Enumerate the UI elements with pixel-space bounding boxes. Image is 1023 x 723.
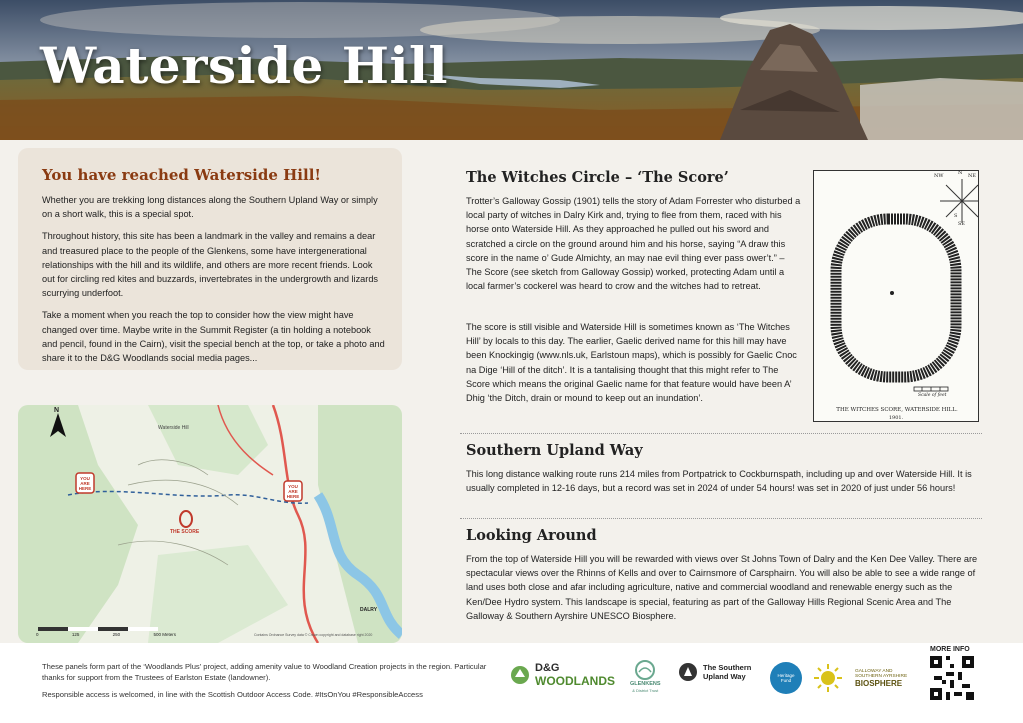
witches-paragraph-1: Trotter’s Galloway Gossip (1901) tells the story of Adam Forrester who disturbed a local party of witches in Dalry Kirk and, trying to flee from them, raced with his horse onto Waterside Hill. As they approached he pulled out his sword and scratched a circle on the ground around him and his horse, saying “A draw this score in the name o’ Gude Almichty, an may nae evil thing ever pass ower’t.” – The Score (see sketch from Galloway Gossip) worked, protecting Adam until a local farmer’s cockerel was heard to crow and the witches had to retreat. [466,196,801,292]
map-north-label: N [54,407,60,414]
section-divider [460,433,982,434]
page-title: Waterside Hill [40,36,449,95]
map-score-label: THE SCORE [170,529,200,535]
map-marker-label: YOU ARE HERE [78,476,92,491]
sketch-year: 1901. [888,415,904,421]
section-divider [460,518,982,519]
thistle-icon [678,662,698,682]
sketch-caption: THE WITCHES SCORE, WATERSIDE HILL. [836,407,958,413]
glenkens-icon [633,660,657,680]
intro-panel [18,148,402,370]
map-dalry-label: DALRY [360,607,378,613]
looking-heading: Looking Around [466,527,597,544]
looking-section [466,527,986,623]
upland-paragraph: This long distance walking route runs 214 miles from Portpatrick to Cockburnspath, including up and over Waterside Hill. It is usually completed in 12-16 days, but a record was set in 2024 of under 54 hours! was set in 2020 of just under 56 hours! [466,469,972,494]
intro-paragraph-2: Throughout history, this site has been a landmark in the valley and remains a dear and treasured place to the people of the Glenkens, some have intergenerational relationships with the hill and its wildlife, and others are more recent friends. Look out for circling red kites and buzzards, invertebrates in the undergrowth and lizards scurrying underfoot. [42,231,379,299]
footer-access-note: Responsible access is welcomed, in line with the Scottish Outdoor Access Code. #ItsOnYou #ResponsibleAccess [42,690,423,699]
witches-heading: The Witches Circle – ‘The Score’ [466,169,729,186]
map-credit: Contains Ordnance Survey data © Crown copyright and database right 2020 [254,633,373,637]
upland-section [466,442,986,495]
southern-upland-way-logo: The Southern Upland Way [678,662,751,682]
looking-paragraph: From the top of Waterside Hill you will be rewarded with views over St Johns Town of Dalry and the Ken Dee Valley. There are spectacular views over the Rhinns of Kells and over to Cairnsmore of Carsphairn. You will also be able to see a wide range of land uses both close and afar including agriculture, native and commercial woodland and renewable energy such as the Ken/Dee Hydro system. This landscape is special, featuring as part of the Galloway Hills Regional Scenic Area and The Galloway & Southern Ayrshire UNESCO Biosphere. [466,554,978,621]
compass-label-s: S [954,213,958,219]
banner-photo [0,0,1023,140]
glenkens-logo: GLENKENS & District Trust [630,660,661,693]
location-map [18,405,402,643]
map-scale: 0 125 250 500 Meters [36,632,176,637]
intro-paragraph-1: Whether you are trekking long distances along the Southern Upland Way or simply on a short walk, this is a special spot. [42,195,378,220]
biosphere-sun-icon [810,662,850,694]
intro-heading: You have reached Waterside Hill! [42,166,321,184]
witches-paragraph-2: The score is still visible and Waterside Hill is sometimes known as ‘The Witches Hill’ by locals to this day. The earlier, Gaelic derived name for this hill may have been Knockingig (www.nls.uk, Earlstoun maps), which is possibly for Gaelic Cnoc na Dige ‘Hill of the ditch’. It is a tantalising thought that this might refer to The Score which means the original Gaelic name for that feature would have been A’ Dhig ‘the Ditch, drain or mound to keep out an inundation’. [466,322,797,404]
biosphere-logo: GALLOWAY AND SOUTHERN AYRSHIRE BIOSPHERE [810,662,907,694]
sketch-scale-label: Scale of feet [918,393,947,398]
upland-heading: Southern Upland Way [466,442,643,459]
heritage-fund-logo: Heritage Fund [770,662,802,694]
qr-code-icon[interactable] [930,656,974,700]
compass-label-ne: NE [968,173,977,179]
map-marker-label: YOU ARE HERE [286,484,300,499]
compass-rose-icon [940,179,978,223]
map-place-label: Waterside Hill [158,425,189,431]
compass-label-n: N [958,170,963,176]
dg-woodlands-logo: D&G WOODLANDS [510,662,615,688]
tree-icon [510,665,530,685]
footer-credits: These panels form part of the ‘Woodlands Plus’ project, adding amenity value to Woodland Creation projects in the region. Particular thanks for support from the Trustees of Earlston Estate (landowner). [42,662,487,682]
more-info-label: MORE INFO [930,646,970,653]
score-sketch [813,170,979,422]
compass-label-nw: NW [934,173,944,179]
compass-label-se: SE [958,221,966,227]
intro-paragraph-3: Take a moment when you reach the top to consider how the view might have changed over time. Maybe write in the Summit Register (a tin holding a notebook and pencil, found in the Cairn), visit the special bench at the top, or take a photo and share it to the D&G Woodlands social media pages... [42,310,385,364]
